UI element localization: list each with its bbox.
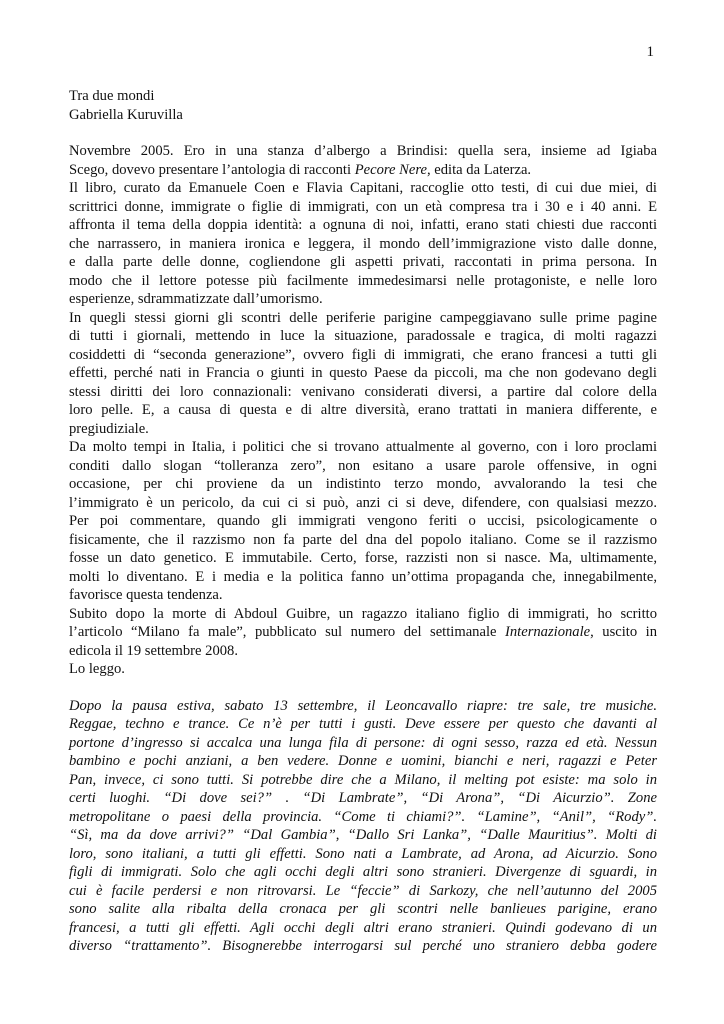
quote-line: Reggae, techno e trance. Ce n’è per tutti i gusti. Deve essere per questo che davanti al: [69, 716, 657, 732]
body-line: molti lo diventano. E i media e la politica fanno un’ottima propaganda che, innegabilmente,: [69, 568, 657, 585]
body-line: Da molto tempi in Italia, i politici che si trovano attualmente al governo, con i loro proclami: [69, 439, 657, 455]
body-line: modo che il lettore potesse più facilmente immedesimarsi nelle protagoniste, e nelle loro: [69, 272, 657, 289]
body-line: favorisce questa tendenza.: [69, 587, 223, 603]
quote-line: Pan, invece, ci sono tutti. Si potrebbe dire che a Milano, il melting pot esiste: ma solo in: [69, 771, 657, 788]
body-line: esperienze, sdrammatizzate dall’umorismo.: [69, 291, 323, 307]
body-line: l’immigrato è un pericolo, da cui ci si può, anzi ci si deve, difendere, con qualsiasi mezzo.: [69, 494, 657, 511]
body-line: pregiudiziale.: [69, 420, 149, 437]
document-author: Gabriella Kuruvilla: [69, 106, 183, 123]
body-line: Subito dopo la morte di Abdoul Guibre, un ragazzo italiano figlio di immigrati, ho scritto: [69, 605, 657, 622]
body-line: fisicamente, che il razzismo non fa parte del dna del popolo italiano. Come se il razzismo: [69, 531, 657, 548]
body-line: Lo leggo.: [69, 661, 125, 677]
body-line: scrittrici donne, immigrate o figlie di immigrati, con un età compresa tra i 30 e i 40 anni. E: [69, 198, 657, 215]
body-line: stessi diritti dei loro connazionali: venivano considerati diversi, a partire dal colore della: [69, 383, 657, 400]
quote-line: cui è facile perdersi e non ritrovarsi. Le “feccie” di Sarkozy, che nell’autunno del 2005: [69, 882, 657, 899]
body-line: Scego, dovevo presentare l’antologia di racconti Pecore Nere, edita da Laterza.: [69, 161, 532, 178]
body-line: conditi dallo slogan “tolleranza zero”, non esitano a usare parole offensive, in ogni: [69, 457, 657, 474]
body-line: In quegli stessi giorni gli scontri delle periferie parigine campeggiavano sulle prime pagine: [69, 309, 657, 326]
quote-line: Dopo la pausa estiva, sabato 13 settembre, il Leoncavallo riapre: tre sale, tre musiche.: [69, 697, 657, 714]
body-line: e dalla parte delle donne, cogliendone gli aspetti privati, raccontati in prima persona. In: [69, 254, 657, 270]
quote-line: sono salite alla ribalta della cronaca per gli scontri nelle banlieues parigine, erano: [69, 901, 657, 917]
body-line: di tutti i giornali, mettendo in luce la situazione, paradossale e tragica, di molti ragazzi: [69, 328, 657, 344]
document-body: [69, 87, 657, 956]
body-line: affronta il tema della doppia identità: a ognuna di noi, infatti, erano stati chiesti due racconti: [69, 217, 657, 233]
body-line: Novembre 2005. Ero in una stanza d’albergo a Brindisi: quella sera, insieme ad Igiaba: [69, 143, 657, 159]
body-line: cosiddetti di “seconda generazione”, ovvero figli di immigrati, che erano francesi a tutti gli: [69, 346, 657, 363]
quote-line: metropolitane o paesi della provincia. “Come ti chiami?”. “Lamine”, “Anil”, “Rody”.: [69, 808, 657, 825]
document-title: Tra due mondi: [69, 88, 155, 104]
body-line: l’articolo “Milano fa male”, pubblicato sul numero del settimanale Internazionale, uscito in: [69, 624, 657, 640]
body-line: effetti, perché nati in Francia o giunti in questo Paese da piccoli, ma che non godevano degli: [69, 365, 657, 381]
body-line: fosse un dato genetico. E immutabile. Certo, forse, razzisti non si nasce. Ma, ultimamente,: [69, 550, 657, 566]
quote-line: bambino e pochi anziani, a ben vedere. Donne e uomini, bianchi e neri, ragazzi e Peter: [69, 753, 657, 769]
quote-line: “Sì, ma da dove arrivi?” “Dal Gambia”, “Dallo Sri Lanka”, “Dalle Mauritius”. Molti di: [69, 827, 657, 843]
quote-line: loro, sono italiani, a tutti gli effetti. Sono nati a Lambrate, ad Arona, ad Aicurzio. Sono: [69, 845, 657, 862]
body-line: loro pelle. E, a causa di questa e di altre diversità, erano trattati in maniera differente, e: [69, 402, 657, 418]
quote-line: figli di immigrati. Solo che agli occhi degli altri sono stranieri. Divergenze di sguardi, in: [69, 864, 657, 880]
body-line: occasione, per chi proviene da un indistinto terzo mondo, avvalorando la tesi che: [69, 476, 657, 492]
quote-line: diverso “trattamento”. Bisognerebbe interrogarsi sul perché uno straniero debba godere: [69, 938, 657, 954]
quote-line: portone d’ingresso si accalca una lunga fila di persone: di ogni sesso, razza ed età. Nessun: [69, 734, 657, 751]
body-line: che narrassero, in maniera ironica e leggera, il mondo dell’immigrazione visto dalle donne,: [69, 235, 657, 252]
body-line: Per poi commentare, quando gli immigrati vengono feriti o uccisi, psicologicamente o: [69, 513, 657, 529]
body-line: edicola il 19 settembre 2008.: [69, 642, 238, 659]
quote-line: francesi, a tutti gli effetti. Agli occhi degli altri erano stranieri. Quindi godevano di un: [69, 919, 657, 936]
body-line: Il libro, curato da Emanuele Coen e Flavia Capitani, raccoglie otto testi, di cui due miei, di: [69, 180, 657, 196]
page-number: 1: [646, 44, 654, 60]
quote-line: certi luoghi. “Di dove sei?” . “Di Lambrate”, “Di Arona”, “Di Aicurzio”. Zone: [69, 790, 657, 806]
article-text: [69, 142, 657, 679]
quoted-article: [69, 697, 657, 956]
